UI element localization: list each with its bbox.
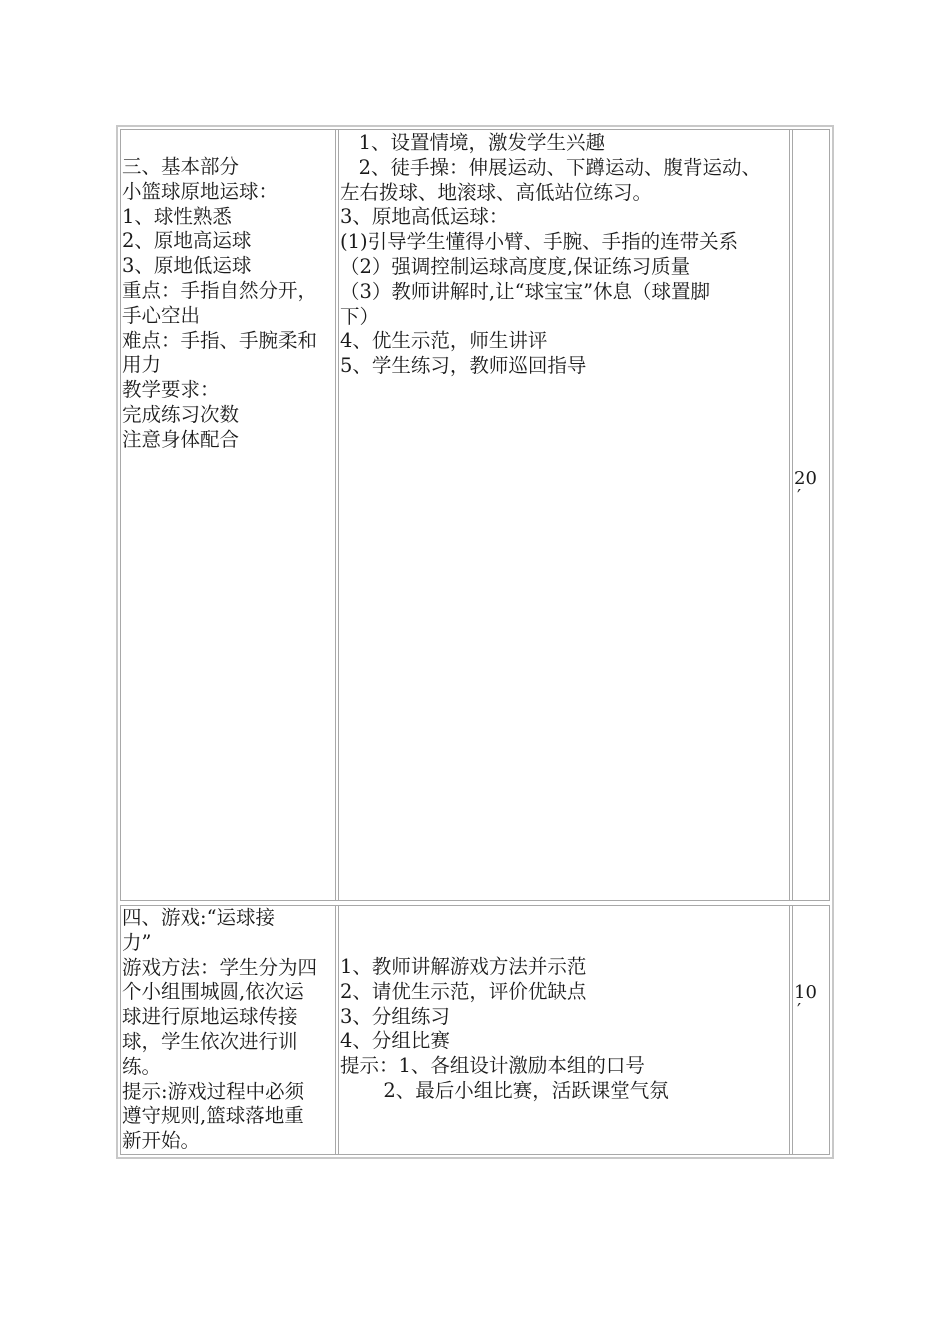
method-line: 4、分组比赛 xyxy=(340,1029,450,1053)
lesson-plan-table xyxy=(116,125,834,1159)
topic-line: 提示:游戏过程中必须 xyxy=(122,1079,305,1103)
table-row-basic-part xyxy=(120,129,830,901)
method-line: 5、学生练习，教师巡回指导 xyxy=(340,354,587,378)
topic-line: 难点：手指、手腕柔和 xyxy=(122,328,318,352)
topic-line: 3、原地低运球 xyxy=(122,254,252,278)
method-cell xyxy=(338,130,790,900)
topic-cell xyxy=(121,906,336,1154)
topic-cell xyxy=(121,130,336,900)
table-row-game xyxy=(120,905,830,1155)
topic-line: 完成练习次数 xyxy=(122,402,240,426)
method-line: 3、分组练习 xyxy=(340,1004,450,1028)
method-line: 左右拨球、地滚球、高低站位练习。 xyxy=(340,180,653,204)
method-line: 2、最后小组比赛，活跃课堂气氛 xyxy=(340,1078,669,1102)
method-cell xyxy=(338,906,790,1154)
topic-line: 教学要求： xyxy=(122,378,220,402)
time-cell xyxy=(792,906,829,1154)
method-line: (1)引导学生懂得小臂、手腕、手指的连带关系 xyxy=(340,230,739,254)
topic-line: 新开始。 xyxy=(122,1129,201,1153)
duration-minutes: 10 xyxy=(794,982,817,1003)
topic-line: 注意身体配合 xyxy=(122,427,240,451)
topic-line: 小篮球原地运球： xyxy=(122,179,279,203)
topic-line: 三、基本部分 xyxy=(122,155,240,178)
topic-line: 1、球性熟悉 xyxy=(122,204,232,228)
duration xyxy=(794,984,817,1020)
topic-line: 四、游戏:“运球接 xyxy=(122,906,276,929)
topic-line: 重点：手指自然分开， xyxy=(122,278,318,302)
method-line: 2、请优生示范，评价优缺点 xyxy=(340,979,587,1003)
topic-line: 2、原地高运球 xyxy=(122,229,252,253)
topic-line: 球进行原地运球传接 xyxy=(122,1005,298,1029)
method-line: 3、原地高低运球： xyxy=(340,205,509,229)
method-line: 下） xyxy=(340,304,380,328)
topic-line: 力” xyxy=(122,930,152,954)
method-line: 提示：1、各组设计激励本组的口号 xyxy=(340,1054,645,1078)
method-line: （2）强调控制运球高度度,保证练习质量 xyxy=(340,254,691,278)
method-line: 2、徒手操：伸展运动、下蹲运动、腹背运动、 xyxy=(340,155,762,179)
duration-minutes: 20 xyxy=(794,468,817,489)
method-line: 1、设置情境，激发学生兴趣 xyxy=(340,131,606,154)
method-line: 4、优生示范，师生讲评 xyxy=(340,329,548,353)
time-cell xyxy=(792,130,829,900)
method-line: （3）教师讲解时,让“球宝宝”休息（球置脚 xyxy=(340,279,711,303)
topic-line: 球，学生依次进行训 xyxy=(122,1029,298,1053)
topic-line: 个小组围城圆,依次运 xyxy=(122,980,304,1004)
topic-line: 练。 xyxy=(122,1054,162,1078)
topic-line: 游戏方法：学生分为四 xyxy=(122,955,318,979)
duration-unit: ′ xyxy=(797,486,802,507)
topic-line: 手心空出 xyxy=(122,303,201,327)
method-line: 1、教师讲解游戏方法并示范 xyxy=(340,955,587,978)
duration-unit: ′ xyxy=(797,1000,802,1021)
topic-line: 用力 xyxy=(122,353,162,377)
duration xyxy=(794,470,817,506)
topic-line: 遵守规则,篮球落地重 xyxy=(122,1104,304,1128)
